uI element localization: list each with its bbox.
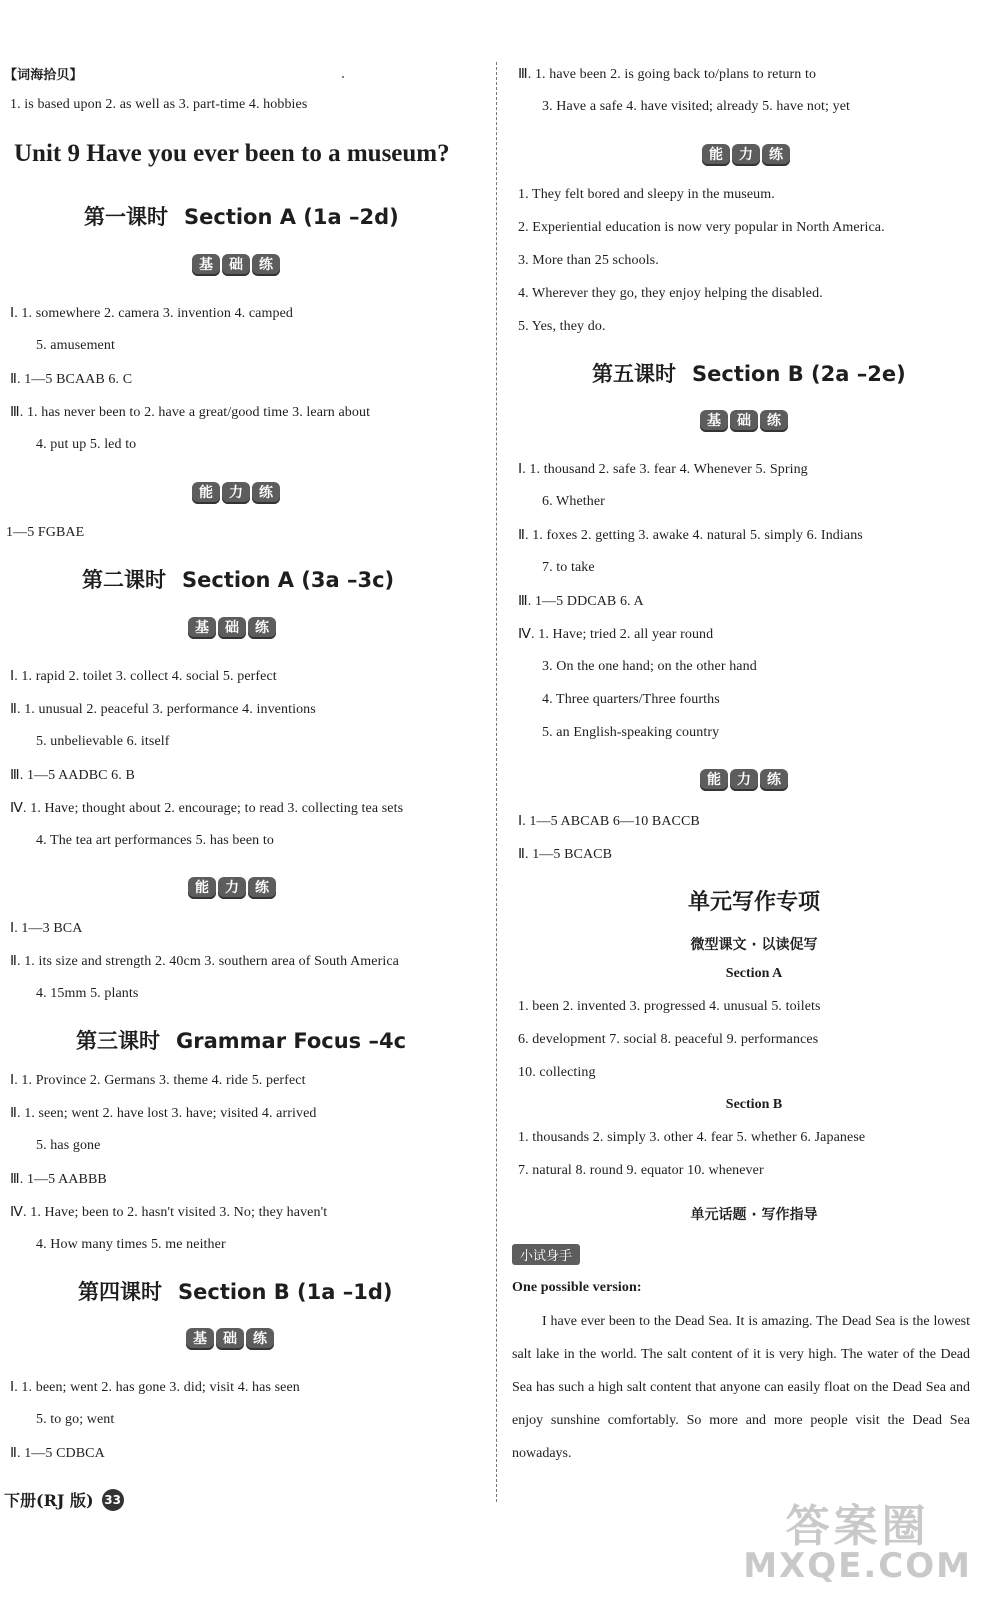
badge-char: 力: [222, 482, 250, 504]
answer-line: 4. 15mm 5. plants: [36, 986, 139, 1001]
badge-char: 能: [700, 769, 728, 791]
answer-line: Ⅰ. 1—3 BCA: [10, 921, 83, 936]
answer-line: Ⅱ. 1. seen; went 2. have lost 3. have; visited 4. arrived: [10, 1106, 317, 1121]
badge-char: 础: [222, 254, 250, 276]
basic-practice-badge: [188, 617, 276, 639]
answer-line: Ⅰ. 1. thousand 2. safe 3. fear 4. Whenever 5. Spring: [518, 462, 808, 477]
answer-line: Ⅲ. 1. have been 2. is going back to/plans to return to: [518, 67, 817, 82]
writing-section-title: 单元写作专项: [687, 889, 820, 915]
answer-line: 4. Three quarters/Three fourths: [542, 692, 720, 707]
answer-line: 1. thousands 2. simply 3. other 4. fear 5. whether 6. Japanese: [518, 1130, 866, 1145]
section-en: Section A (3a –3c): [182, 568, 395, 592]
column-divider: [496, 62, 497, 1502]
answer-line: Ⅱ. 1. foxes 2. getting 3. awake 4. natural 5. simply 6. Indians: [518, 528, 863, 543]
section-zh: 第二课时: [82, 567, 166, 592]
answer-line: 4. Wherever they go, they enjoy helping the disabled.: [518, 286, 823, 301]
answer-line: 10. collecting: [518, 1065, 596, 1080]
badge-char: 基: [186, 1328, 214, 1350]
section-heading-1: [84, 201, 399, 231]
basic-practice-badge: [192, 254, 280, 276]
answer-line: 1—5 FGBAE: [6, 525, 85, 540]
section-heading-3: [76, 1025, 406, 1055]
unit-title: Unit 9 Have you ever been to a museum?: [14, 140, 450, 167]
badge-char: 力: [732, 144, 760, 166]
badge-char: 力: [218, 877, 246, 899]
badge-char: 练: [252, 254, 280, 276]
badge-char: 练: [760, 410, 788, 432]
section-a-label: Section A: [725, 966, 783, 981]
badge-char: 练: [248, 877, 276, 899]
vocab-header: 【词海拾贝】: [4, 68, 83, 83]
answer-line: 4. put up 5. led to: [36, 437, 137, 452]
ability-practice-badge: [192, 482, 280, 504]
stray-dot: [342, 76, 344, 78]
badge-char: 能: [192, 482, 220, 504]
answer-line: Ⅳ. 1. Have; thought about 2. encourage; to read 3. collecting tea sets: [10, 801, 404, 816]
section-en: Section A (1a –2d): [184, 205, 399, 229]
badge-char: 础: [730, 410, 758, 432]
answer-line: Ⅰ. 1—5 ABCAB 6—10 BACCB: [518, 814, 700, 829]
edition-label: 下册(RJ 版): [4, 1491, 94, 1510]
watermark-line2: MXQE.COM: [743, 1546, 972, 1586]
answer-line: Ⅱ. 1. unusual 2. peaceful 3. performance 4. inventions: [10, 702, 316, 717]
answer-line: 6. development 7. social 8. peaceful 9. performances: [518, 1032, 819, 1047]
answer-line: Ⅰ. 1. somewhere 2. camera 3. invention 4. camped: [10, 306, 294, 321]
answer-line: 4. How many times 5. me neither: [36, 1237, 226, 1252]
answer-line: Ⅱ. 1—5 BCACB: [518, 847, 613, 862]
section-zh: 第三课时: [76, 1028, 160, 1053]
answer-line: 7. natural 8. round 9. equator 10. whenever: [518, 1163, 764, 1178]
page-footer: [4, 1488, 124, 1511]
answer-line: 5. to go; went: [36, 1412, 115, 1427]
answer-line: 3. More than 25 schools.: [518, 253, 659, 268]
answer-line: 6. Whether: [542, 494, 605, 509]
section-b-label: Section B: [725, 1097, 783, 1112]
try-it-tag: 小试身手: [512, 1244, 580, 1265]
badge-char: 基: [192, 254, 220, 276]
answer-line: Ⅱ. 1. its size and strength 2. 40cm 3. southern area of South America: [10, 954, 399, 969]
answer-line: 1. been 2. invented 3. progressed 4. unusual 5. toilets: [518, 999, 821, 1014]
badge-char: 础: [218, 617, 246, 639]
possible-version-label: One possible version:: [512, 1280, 642, 1295]
answer-line: Ⅰ. 1. been; went 2. has gone 3. did; visit 4. has seen: [10, 1380, 300, 1395]
page-number: 33: [102, 1489, 124, 1511]
section-zh: 第一课时: [84, 204, 168, 229]
writing-guide-heading: 单元话题 · 写作指导: [690, 1207, 818, 1223]
answer-line: 4. The tea art performances 5. has been to: [36, 833, 274, 848]
watermark: [743, 1490, 972, 1586]
answer-line: Ⅲ. 1—5 AADBC 6. B: [10, 768, 135, 783]
vocab-line: 1. is based upon 2. as well as 3. part-time 4. hobbies: [10, 97, 308, 112]
badge-char: 练: [762, 144, 790, 166]
sample-essay: I have ever been to the Dead Sea. It is amazing. The Dead Sea is the lowest salt lake in the world. The salt content of it is very high. The water of the Dead Sea has such a high salt content that anyone can easily float on the Dead Sea and enjoy sunshine comfortably. So more and more people visit the Dead Sea nowadays.: [512, 1314, 970, 1461]
answer-line: 5. amusement: [36, 338, 115, 353]
badge-char: 练: [760, 769, 788, 791]
ability-practice-badge: [188, 877, 276, 899]
answer-line: Ⅱ. 1—5 CDBCA: [10, 1446, 105, 1461]
badge-char: 力: [730, 769, 758, 791]
section-en: Section B (2a –2e): [692, 362, 906, 386]
badge-char: 础: [216, 1328, 244, 1350]
section-zh: 第五课时: [592, 361, 676, 386]
answer-line: 5. Yes, they do.: [518, 319, 606, 334]
answer-line: 2. Experiential education is now very popular in North America.: [518, 220, 885, 235]
badge-char: 练: [248, 617, 276, 639]
answer-line: Ⅳ. 1. Have; tried 2. all year round: [518, 627, 714, 642]
section-heading-2: [82, 564, 394, 594]
answer-line: 5. an English-speaking country: [542, 725, 720, 740]
badge-char: 能: [702, 144, 730, 166]
answer-line: 3. Have a safe 4. have visited; already 5. have not; yet: [542, 99, 851, 114]
ability-practice-badge: [702, 144, 790, 166]
watermark-line1: 答案圈: [785, 1501, 930, 1552]
badge-char: 练: [252, 482, 280, 504]
basic-practice-badge: [186, 1328, 274, 1350]
answer-line: 7. to take: [542, 560, 595, 575]
answer-line: Ⅲ. 1—5 AABBB: [10, 1172, 107, 1187]
badge-char: 基: [700, 410, 728, 432]
section-heading-4: [78, 1276, 393, 1306]
answer-line: Ⅳ. 1. Have; been to 2. hasn't visited 3. No; they haven't: [10, 1205, 328, 1220]
answer-line: Ⅲ. 1—5 DDCAB 6. A: [518, 594, 644, 609]
answer-line: 5. has gone: [36, 1138, 101, 1153]
section-heading-5: [592, 358, 906, 388]
ability-practice-badge: [700, 769, 788, 791]
badge-char: 能: [188, 877, 216, 899]
answer-line: 5. unbelievable 6. itself: [36, 734, 170, 749]
writing-subheading: 微型课文 · 以读促写: [690, 937, 818, 953]
answer-line: 3. On the one hand; on the other hand: [542, 659, 757, 674]
answer-line: Ⅰ. 1. rapid 2. toilet 3. collect 4. social 5. perfect: [10, 669, 277, 684]
answer-line: Ⅱ. 1—5 BCAAB 6. C: [10, 372, 133, 387]
answer-line: 1. They felt bored and sleepy in the museum.: [518, 187, 775, 202]
answer-line: Ⅰ. 1. Province 2. Germans 3. theme 4. ride 5. perfect: [10, 1073, 306, 1088]
section-zh: 第四课时: [78, 1279, 162, 1304]
section-en: Section B (1a –1d): [178, 1280, 393, 1304]
answer-line: Ⅲ. 1. has never been to 2. have a great/good time 3. learn about: [10, 405, 371, 420]
badge-char: 基: [188, 617, 216, 639]
section-en: Grammar Focus –4c: [176, 1029, 407, 1053]
badge-char: 练: [246, 1328, 274, 1350]
basic-practice-badge: [700, 410, 788, 432]
